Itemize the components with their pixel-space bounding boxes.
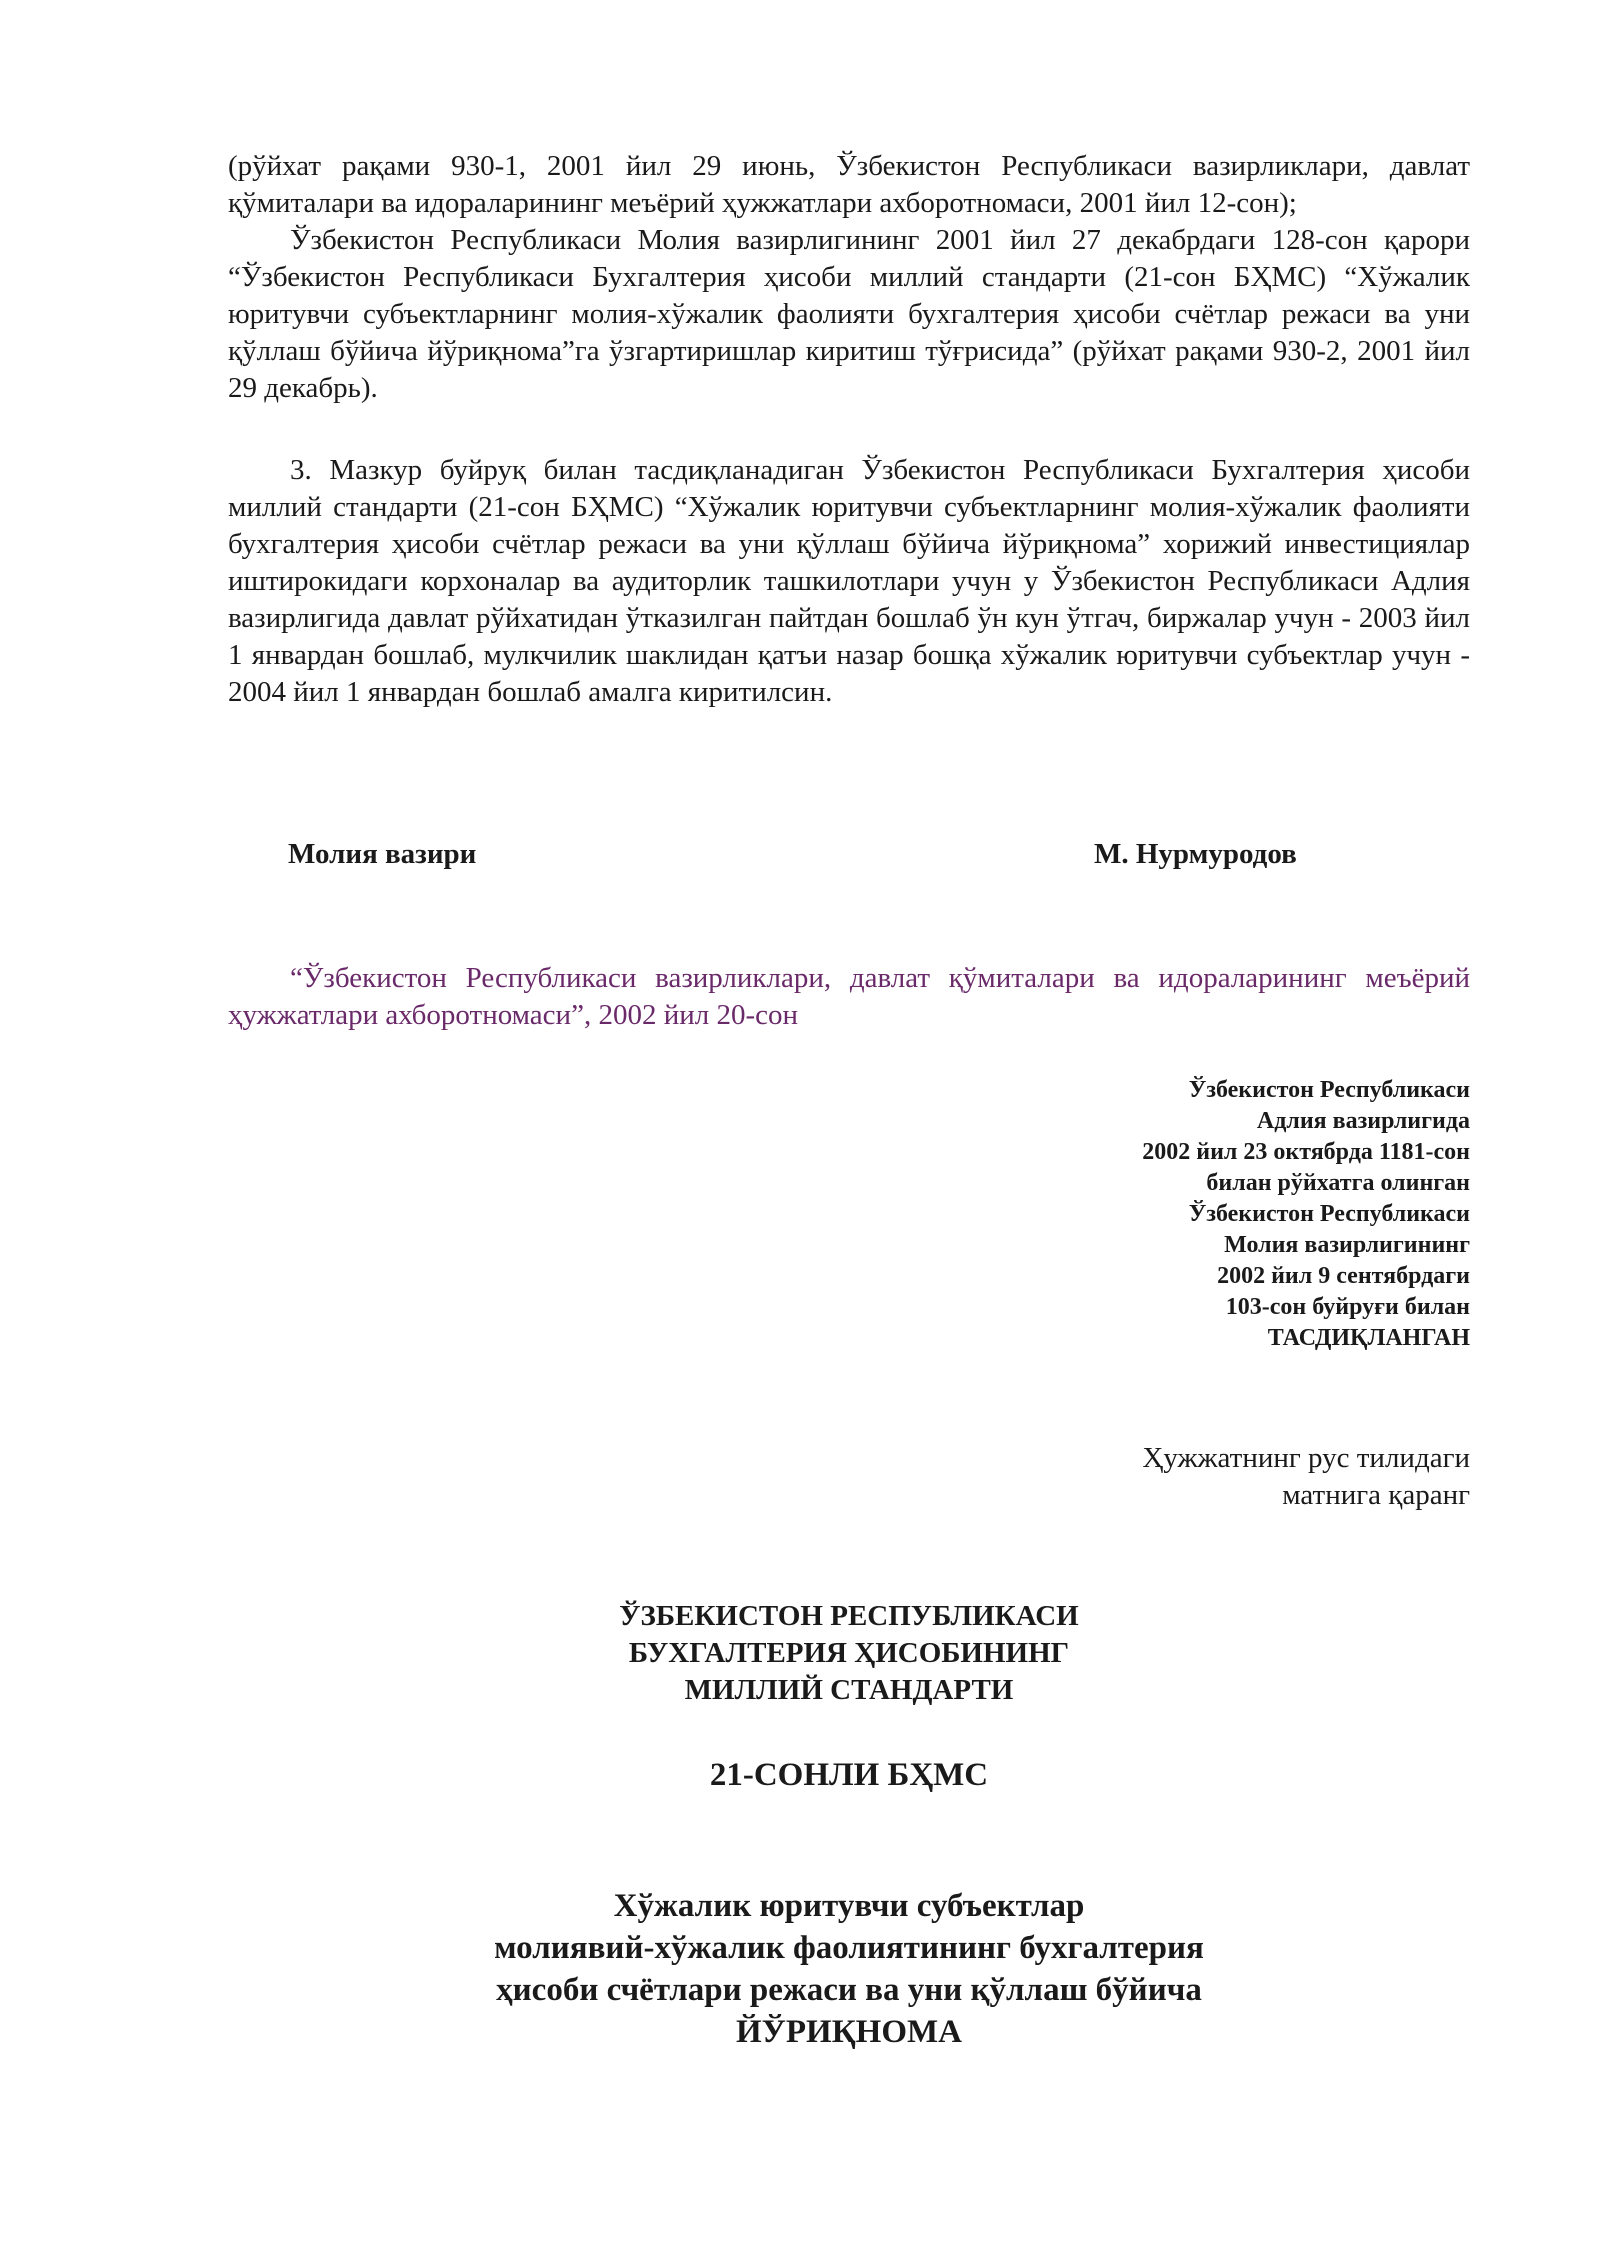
stamp-line: Ўзбекистон Республикаси xyxy=(1188,1077,1470,1103)
intro-paragraph-1: (рўйхат рақами 930-1, 2001 йил 29 июнь, Ўзбекистон Республикаси вазирликлари, давлат қўмиталари ва идораларининг меъёрий ҳужжатлари ахборотномаси, 2001 йил 12-сон); xyxy=(228,150,1470,219)
stamp-line: 103-сон буйруғи билан xyxy=(1225,1294,1470,1320)
heading-line: ЎЗБЕКИСТОН РЕСПУБЛИКАСИ xyxy=(619,1600,1079,1632)
russian-text-note xyxy=(1142,1440,1470,1514)
note-line: матнига қаранг xyxy=(1282,1479,1470,1511)
registration-stamp xyxy=(1142,1075,1470,1354)
standard-heading xyxy=(228,1598,1470,1709)
paragraph-3-block xyxy=(228,452,1470,711)
stamp-line: билан рўйхатга олинган xyxy=(1206,1170,1470,1196)
heading-line: МИЛЛИЙ СТАНДАРТИ xyxy=(684,1674,1014,1706)
title-line: молиявий-хўжалик фаолиятининг бухгалтерия xyxy=(494,1930,1204,1966)
title-line: ҳисоби счётлари режаси ва уни қўллаш бўйича xyxy=(496,1972,1202,2008)
standard-number-text: 21-СОНЛИ БҲМС xyxy=(709,1757,989,1793)
signature-name: М. Нурмуродов xyxy=(1094,838,1297,870)
heading-line: БУХГАЛТЕРИЯ ҲИСОБИНИНГ xyxy=(628,1637,1070,1669)
stamp-line: Молия вазирлигининг xyxy=(1224,1232,1470,1258)
signature-position: Молия вазири xyxy=(288,838,477,870)
document-title xyxy=(228,1885,1470,2053)
stamp-line: Адлия вазирлигида xyxy=(1256,1108,1470,1134)
paragraph-3: 3. Мазкур буйруқ билан тасдиқланадиган Ўзбекистон Республикаси Бухгалтерия ҳисоби миллий стандарти (21-сон БҲМС) “Хўжалик юритувчи субъектларнинг молия-хўжалик фаолияти бухгалтерия ҳисоби счётлар режаси ва уни қўллаш бўйича йўриқнома” хорижий инвестициялар иштирокидаги корхоналар ва аудиторлик ташкилотлари учун у Ўзбекистон Республикаси Адлия вазирлигида давлат рўйхатидан ўтказилган пайтдан бошлаб ўн кун ўтгач, биржалар учун - 2003 йил 1 январдан бошлаб, мулкчилик шаклидан қатъи назар бошқа хўжалик юритувчи субъектлар учун - 2004 йил 1 январдан бошлаб амалга киритилсин. xyxy=(228,454,1470,708)
title-line: ЙЎРИҚНОМА xyxy=(736,2014,962,2050)
stamp-line: 2002 йил 9 сентябрдаги xyxy=(1217,1263,1470,1289)
standard-number xyxy=(228,1755,1470,1795)
intro-paragraph-2: Ўзбекистон Республикаси Молия вазирлигининг 2001 йил 27 декабрдаги 128-сон қарори “Ўзбекистон Республикаси Бухгалтерия ҳисоби миллий стандарти (21-сон БҲМС) “Хўжалик юритувчи субъектларнинг молия-хўжалик фаолияти бухгалтерия ҳисоби счётлар режаси ва уни қўллаш бўйича йўриқнома”га ўзгартиришлар киритиш тўғрисида” (рўйхат рақами 930-2, 2001 йил 29 декабрь). xyxy=(228,224,1470,404)
stamp-line: Ўзбекистон Республикаси xyxy=(1188,1201,1470,1227)
title-line: Хўжалик юритувчи субъектлар xyxy=(613,1888,1085,1924)
citation-text: “Ўзбекистон Республикаси вазирликлари, давлат қўмиталари ва идораларининг меъёрий ҳужжатлари ахборотномаси”, 2002 йил 20-сон xyxy=(228,962,1470,1031)
intro-block xyxy=(228,148,1470,407)
stamp-line: 2002 йил 23 октябрда 1181-сон xyxy=(1142,1139,1470,1165)
note-line: Ҳужжатнинг рус тилидаги xyxy=(1142,1442,1470,1474)
stamp-line: ТАСДИҚЛАНГАН xyxy=(1267,1325,1470,1351)
